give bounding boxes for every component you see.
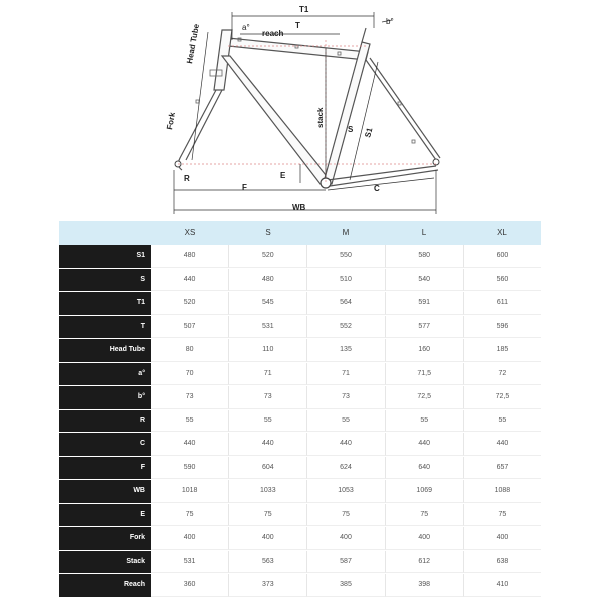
table-row: [59, 292, 541, 315]
frame-outline: [178, 28, 440, 186]
label-head-tube: Head Tube: [185, 23, 201, 65]
table-cell: 540: [386, 269, 464, 292]
row-label: a°: [59, 363, 151, 386]
table-cell: 72: [464, 363, 541, 386]
frame-geometry-diagram: [0, 0, 600, 216]
table-cell: 531: [151, 551, 229, 574]
table-cell: 440: [151, 433, 229, 456]
table-row: [59, 316, 541, 339]
table-row: [59, 457, 541, 480]
table-cell: 71,5: [386, 363, 464, 386]
label-s: S: [348, 125, 354, 134]
table-cell: 480: [151, 245, 229, 268]
table-cell: 545: [229, 292, 307, 315]
table-cell: 73: [307, 386, 385, 409]
label-r: R: [184, 174, 190, 183]
table-cell: 440: [307, 433, 385, 456]
table-cell: 507: [151, 316, 229, 339]
label-reach: reach: [262, 29, 284, 38]
table-cell: 71: [229, 363, 307, 386]
table-cell: 596: [464, 316, 541, 339]
table-cell: 550: [307, 245, 385, 268]
table-cell: 400: [464, 527, 541, 550]
label-wb: WB: [292, 203, 306, 212]
table-cell: 1069: [386, 480, 464, 503]
table-cell: 440: [229, 433, 307, 456]
table-cell: 564: [307, 292, 385, 315]
table-cell: 75: [151, 504, 229, 527]
table-cell: 400: [307, 527, 385, 550]
table-cell: 552: [307, 316, 385, 339]
table-cell: 531: [229, 316, 307, 339]
table-cell: 587: [307, 551, 385, 574]
table-row: [59, 269, 541, 292]
table-cell: 75: [464, 504, 541, 527]
table-cell: 600: [464, 245, 541, 268]
row-label: R: [59, 410, 151, 433]
label-a: a°: [242, 23, 250, 32]
bottom-bracket: [321, 178, 331, 188]
table-body: [59, 245, 541, 597]
table-cell: 563: [229, 551, 307, 574]
row-label: E: [59, 504, 151, 527]
table-cell: 55: [464, 410, 541, 433]
table-cell: 1053: [307, 480, 385, 503]
table-cell: 590: [151, 457, 229, 480]
size-header: M: [342, 228, 350, 237]
table-cell: 1018: [151, 480, 229, 503]
table-cell: 657: [464, 457, 541, 480]
table-cell: 400: [229, 527, 307, 550]
table-cell: 75: [307, 504, 385, 527]
table-cell: 440: [151, 269, 229, 292]
table-cell: 385: [307, 574, 385, 597]
table-cell: 400: [151, 527, 229, 550]
table-cell: 55: [386, 410, 464, 433]
row-label: Head Tube: [59, 339, 151, 362]
row-label: C: [59, 433, 151, 456]
row-label: Stack: [59, 551, 151, 574]
table-cell: 560: [464, 269, 541, 292]
table-cell: 80: [151, 339, 229, 362]
table-row: [59, 574, 541, 597]
label-t: T: [295, 21, 300, 30]
table-cell: 510: [307, 269, 385, 292]
table-row: [59, 386, 541, 409]
table-cell: 520: [151, 292, 229, 315]
table-cell: 580: [386, 245, 464, 268]
table-row: [59, 245, 541, 268]
row-label: T: [59, 316, 151, 339]
table-cell: 410: [464, 574, 541, 597]
table-cell: 72,5: [464, 386, 541, 409]
table-cell: 624: [307, 457, 385, 480]
table-cell: 577: [386, 316, 464, 339]
row-label: F: [59, 457, 151, 480]
header-corner: [59, 221, 151, 245]
table-header: [59, 221, 541, 245]
table-row: [59, 527, 541, 550]
label-e: E: [280, 171, 286, 180]
table-cell: 440: [386, 433, 464, 456]
table-cell: 360: [151, 574, 229, 597]
table-cell: 520: [229, 245, 307, 268]
table-cell: 70: [151, 363, 229, 386]
table-cell: 591: [386, 292, 464, 315]
table-row: [59, 480, 541, 503]
table-cell: 73: [151, 386, 229, 409]
row-label: b°: [59, 386, 151, 409]
table-cell: 75: [386, 504, 464, 527]
table-cell: 73: [229, 386, 307, 409]
table-cell: 135: [307, 339, 385, 362]
table-row: [59, 433, 541, 456]
table-row: [59, 410, 541, 433]
table-cell: 638: [464, 551, 541, 574]
label-t1: T1: [299, 5, 309, 14]
table-cell: 1088: [464, 480, 541, 503]
table-cell: 398: [386, 574, 464, 597]
size-header: XS: [184, 228, 196, 237]
label-f: F: [242, 183, 247, 192]
table-cell: 55: [307, 410, 385, 433]
row-label: WB: [59, 480, 151, 503]
table-row: [59, 504, 541, 527]
geometry-table: [59, 221, 541, 598]
table-cell: 110: [229, 339, 307, 362]
table-row: [59, 551, 541, 574]
table-cell: 440: [464, 433, 541, 456]
row-label: T1: [59, 292, 151, 315]
table-cell: 55: [151, 410, 229, 433]
table-cell: 604: [229, 457, 307, 480]
table-row: [59, 363, 541, 386]
table-cell: 55: [229, 410, 307, 433]
table-cell: 75: [229, 504, 307, 527]
table-cell: 480: [229, 269, 307, 292]
label-fork: Fork: [165, 111, 177, 131]
table-cell: 160: [386, 339, 464, 362]
row-label: Fork: [59, 527, 151, 550]
size-header: XL: [497, 228, 507, 237]
table-cell: 640: [386, 457, 464, 480]
table-cell: 611: [464, 292, 541, 315]
table-cell: 71: [307, 363, 385, 386]
size-header: L: [421, 228, 427, 237]
table-cell: 72,5: [386, 386, 464, 409]
row-label: Reach: [59, 574, 151, 597]
table-cell: 373: [229, 574, 307, 597]
label-c: C: [374, 184, 380, 193]
table-cell: 185: [464, 339, 541, 362]
table-row: [59, 339, 541, 362]
table-cell: 612: [386, 551, 464, 574]
row-label: S1: [59, 245, 151, 268]
table-cell: 400: [386, 527, 464, 550]
label-s1: S1: [363, 126, 375, 139]
table-cell: 1033: [229, 480, 307, 503]
label-stack: stack: [316, 107, 325, 128]
row-label: S: [59, 269, 151, 292]
size-header: S: [265, 228, 271, 237]
label-b: b°: [386, 17, 394, 26]
